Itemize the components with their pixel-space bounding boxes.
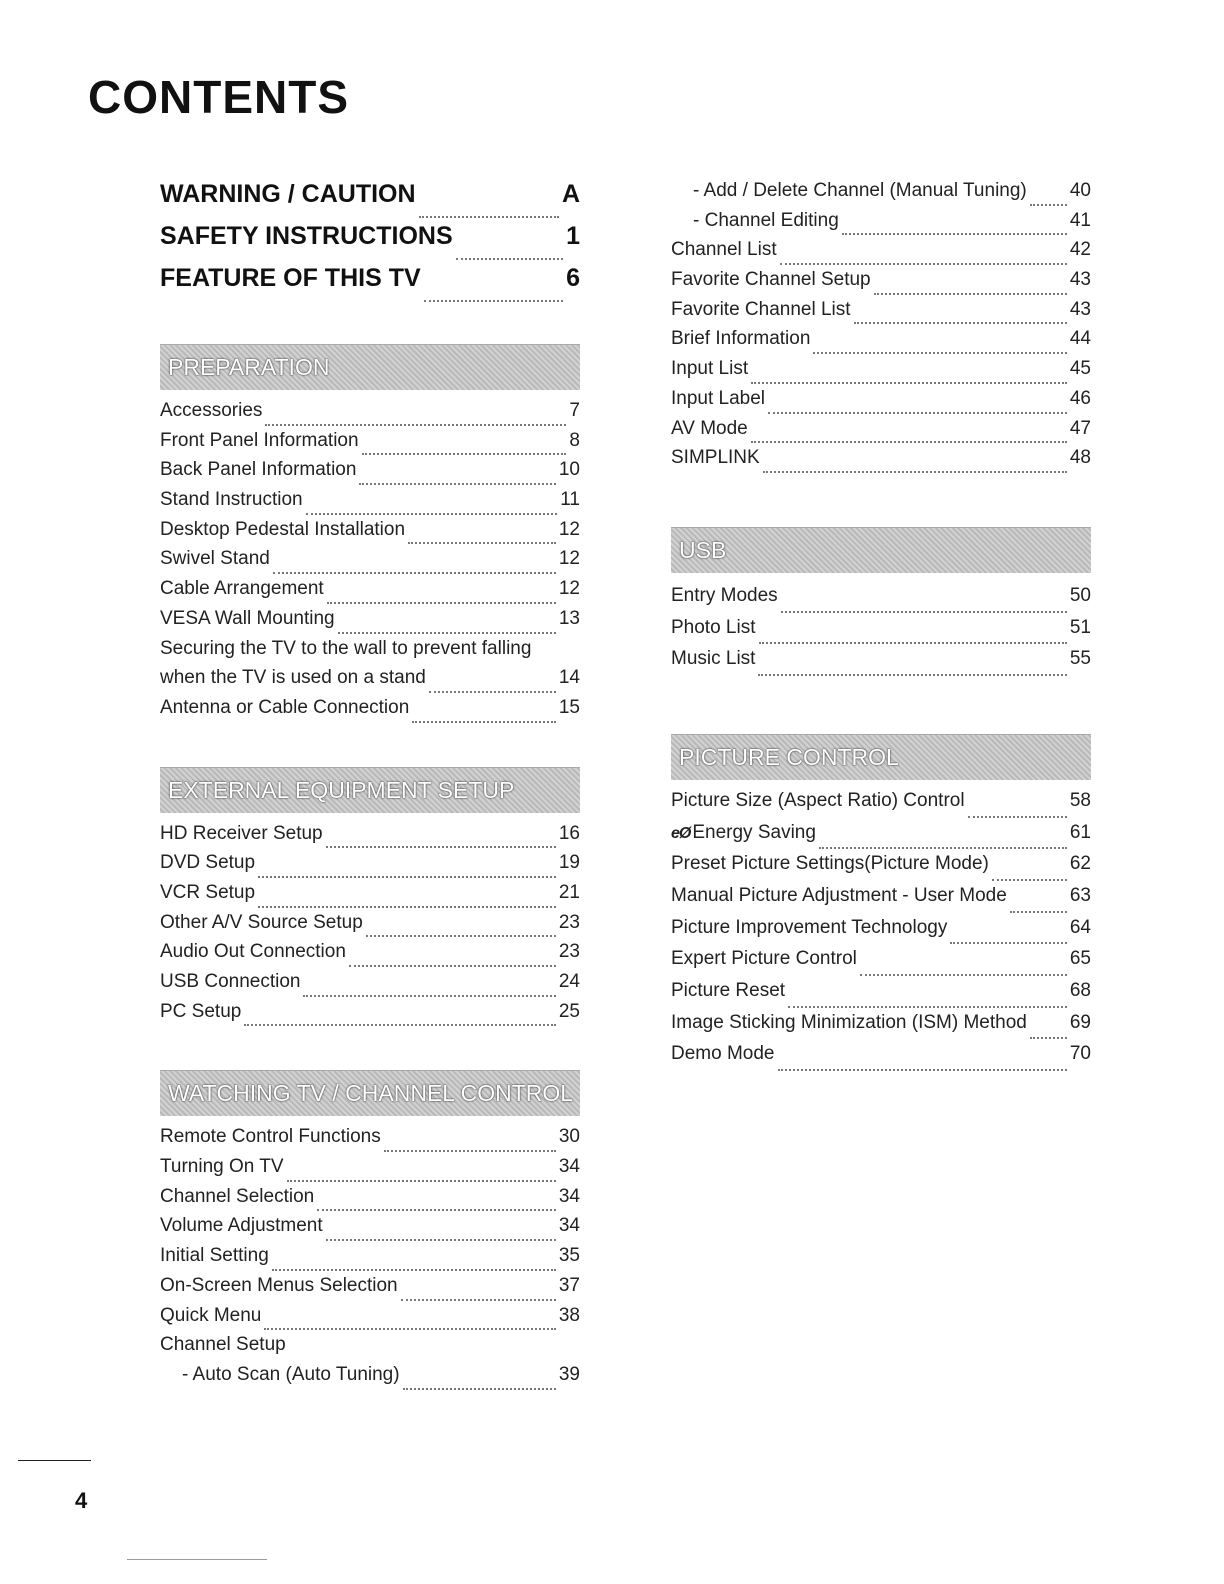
- dot-leader: [854, 322, 1067, 324]
- entry-page: 62: [1069, 853, 1091, 875]
- dot-leader: [768, 412, 1067, 414]
- top-entries: [160, 180, 580, 306]
- dot-leader: [1030, 204, 1067, 206]
- entry-page: 25: [558, 1000, 580, 1022]
- entry-label: WARNING / CAUTION: [160, 180, 416, 208]
- entry-label: Expert Picture Control: [671, 948, 857, 970]
- toc-entry[interactable]: [160, 430, 580, 460]
- dot-leader: [813, 352, 1066, 354]
- entry-page: 69: [1069, 1011, 1091, 1033]
- toc-entry[interactable]: [160, 519, 580, 549]
- entry-page: 40: [1069, 180, 1091, 201]
- toc-entry[interactable]: [160, 697, 580, 727]
- entry-label: Music List: [671, 648, 756, 670]
- entry-page: 43: [1069, 269, 1091, 291]
- toc-entry[interactable]: [160, 548, 580, 578]
- entry-label: Picture Reset: [671, 980, 786, 1002]
- toc-entry[interactable]: [671, 358, 1091, 388]
- toc-entry[interactable]: [671, 388, 1091, 418]
- section-list-preparation: [160, 400, 580, 727]
- entry-label: Preset Picture Settings(Picture Mode): [671, 853, 989, 875]
- dot-leader: [258, 876, 556, 878]
- dot-leader: [763, 471, 1067, 473]
- entry-page: 15: [558, 696, 580, 718]
- entry-label: Cable Arrangement: [160, 578, 324, 600]
- entry-label: Securing the TV to the wall to prevent falling: [160, 637, 532, 659]
- dot-leader: [303, 995, 555, 997]
- toc-entry[interactable]: [671, 585, 1091, 617]
- entry-page: 43: [1069, 298, 1091, 320]
- dot-leader: [456, 258, 563, 260]
- toc-entry[interactable]: [160, 608, 580, 638]
- eco-energy-icon: eØ: [671, 824, 691, 842]
- toc-entry[interactable]: [671, 210, 1091, 240]
- dot-leader: [273, 572, 556, 574]
- entry-page: A: [561, 180, 580, 208]
- entry-label: Entry Modes: [671, 584, 778, 606]
- toc-entry[interactable]: [671, 269, 1091, 299]
- entry-page: 68: [1069, 980, 1091, 1002]
- toc-entry[interactable]: [160, 912, 580, 942]
- dot-leader: [788, 1006, 1067, 1008]
- section-title: USB: [679, 536, 727, 563]
- entry-page: 14: [558, 667, 580, 689]
- toc-entry[interactable]: [160, 400, 580, 430]
- toc-entry[interactable]: [671, 617, 1091, 649]
- toc-entry[interactable]: [160, 852, 580, 882]
- entry-label: SIMPLINK: [671, 447, 760, 469]
- entry-page: 44: [1069, 328, 1091, 350]
- dot-leader: [306, 513, 558, 515]
- dot-leader: [408, 542, 556, 544]
- section-list-external: [160, 823, 580, 1031]
- entry-page: 34: [558, 1185, 580, 1207]
- entry-page: 38: [558, 1304, 580, 1326]
- dot-leader: [401, 1299, 556, 1301]
- entry-page: 16: [558, 822, 580, 844]
- entry-page: 61: [1069, 821, 1091, 843]
- entry-label: Photo List: [671, 616, 756, 638]
- entry-label: DVD Setup: [160, 852, 256, 874]
- dot-leader: [751, 441, 1067, 443]
- entry-page: 65: [1069, 948, 1091, 970]
- section-header-usb: [671, 527, 1091, 573]
- dot-leader: [403, 1388, 556, 1390]
- dot-leader: [338, 632, 556, 634]
- dot-leader: [758, 674, 1066, 676]
- dot-leader: [874, 293, 1067, 295]
- toc-entry[interactable]: [671, 980, 1091, 1012]
- entry-label: On-Screen Menus Selection: [160, 1274, 398, 1296]
- section-header-watching: [160, 1070, 580, 1116]
- entry-label: VESA Wall Mounting: [160, 607, 335, 629]
- dot-leader: [317, 1209, 556, 1211]
- toc-entry[interactable]: [671, 239, 1091, 269]
- dot-leader: [842, 233, 1067, 235]
- dot-leader: [759, 642, 1067, 644]
- dot-leader: [412, 721, 556, 723]
- entry-page: 30: [558, 1126, 580, 1148]
- dot-leader: [349, 965, 556, 967]
- entry-label: AV Mode: [671, 417, 748, 439]
- dot-leader: [359, 483, 555, 485]
- entry-label: Picture Improvement Technology: [671, 916, 948, 938]
- dot-leader: [287, 1180, 556, 1182]
- toc-entry[interactable]: [160, 941, 580, 971]
- entry-page: 58: [1069, 789, 1091, 811]
- entry-page: 11: [560, 489, 580, 511]
- entry-page: 70: [1069, 1043, 1091, 1065]
- entry-page: 6: [566, 264, 580, 292]
- toc-entry[interactable]: [671, 1012, 1091, 1044]
- entry-page: 63: [1069, 885, 1091, 906]
- entry-page: 19: [558, 852, 580, 874]
- toc-entry[interactable]: [160, 1245, 580, 1275]
- entry-page: 35: [558, 1245, 580, 1267]
- section-header-preparation: [160, 344, 580, 390]
- entry-label: Volume Adjustment: [160, 1215, 323, 1237]
- toc-entry[interactable]: [160, 1215, 580, 1245]
- entry-label: Other A/V Source Setup: [160, 911, 363, 933]
- dot-leader: [265, 424, 566, 426]
- toc-entry[interactable]: [160, 180, 580, 222]
- dot-leader: [419, 216, 559, 218]
- toc-entry[interactable]: [671, 418, 1091, 448]
- bottom-divider: [127, 1559, 267, 1560]
- toc-entry[interactable]: [160, 1364, 580, 1394]
- section-title: PICTURE CONTROL: [679, 743, 899, 770]
- entry-label: Favorite Channel List: [671, 298, 851, 320]
- dot-leader: [950, 942, 1067, 944]
- entry-page: 39: [558, 1363, 580, 1385]
- toc-entry[interactable]: [671, 1043, 1091, 1075]
- entry-page: 42: [1069, 239, 1091, 261]
- entry-label: when the TV is used on a stand: [160, 667, 426, 689]
- entry-label: Audio Out Connection: [160, 941, 346, 963]
- dot-leader: [326, 846, 556, 848]
- toc-entry[interactable]: [160, 971, 580, 1001]
- toc-entry[interactable]: [160, 1156, 580, 1186]
- entry-label: Channel List: [671, 239, 777, 261]
- entry-page: 7: [569, 400, 580, 421]
- toc-entry[interactable]: [160, 578, 580, 608]
- toc-entry[interactable]: [671, 328, 1091, 358]
- entry-page: 48: [1069, 447, 1091, 469]
- entry-label: - Add / Delete Channel (Manual Tuning): [693, 180, 1027, 201]
- entry-label: FEATURE OF THIS TV: [160, 264, 421, 292]
- entry-page: 8: [569, 429, 580, 451]
- toc-entry[interactable]: [160, 1334, 580, 1364]
- dot-leader: [327, 602, 556, 604]
- section-title: WATCHING TV / CHANNEL CONTROL: [168, 1080, 574, 1107]
- dot-leader: [272, 1269, 556, 1271]
- entry-label: Desktop Pedestal Installation: [160, 518, 406, 540]
- entry-page: 10: [558, 459, 580, 481]
- entry-page: 1: [566, 222, 580, 250]
- toc-entry[interactable]: [160, 638, 580, 668]
- toc-entry[interactable]: [160, 1126, 580, 1156]
- entry-page: 41: [1069, 209, 1091, 231]
- dot-leader: [244, 1024, 556, 1026]
- toc-entry[interactable]: [160, 1275, 580, 1305]
- entry-label: PC Setup: [160, 1000, 242, 1022]
- entry-page: 12: [558, 518, 580, 540]
- dot-leader: [326, 1239, 556, 1241]
- dot-leader: [780, 263, 1067, 265]
- dot-leader: [992, 879, 1067, 881]
- dot-leader: [366, 935, 556, 937]
- entry-label: Input Label: [671, 387, 766, 409]
- dot-leader: [1010, 911, 1067, 913]
- toc-entry[interactable]: [160, 489, 580, 519]
- entry-label: Swivel Stand: [160, 548, 270, 570]
- entry-page: 23: [558, 941, 580, 963]
- toc-entry[interactable]: [160, 459, 580, 489]
- toc-entry[interactable]: [671, 885, 1091, 917]
- toc-entry[interactable]: [160, 1305, 580, 1335]
- entry-label: Turning On TV: [160, 1156, 284, 1178]
- footer-rule: [18, 1460, 91, 1461]
- toc-entry[interactable]: [671, 180, 1091, 210]
- entry-label: Accessories: [160, 400, 263, 421]
- dot-leader: [778, 1069, 1067, 1071]
- entry-label: - Channel Editing: [693, 209, 839, 231]
- section-title: EXTERNAL EQUIPMENT SETUP: [168, 776, 515, 803]
- toc-entry[interactable]: [160, 882, 580, 912]
- entry-label: Channel Selection: [160, 1185, 315, 1207]
- entry-label: Channel Setup: [160, 1334, 286, 1356]
- section-header-external: [160, 767, 580, 813]
- entry-label: Demo Mode: [671, 1043, 775, 1065]
- toc-entry[interactable]: [160, 1001, 580, 1031]
- page-number: 4: [75, 1488, 88, 1513]
- toc-entry[interactable]: [160, 264, 580, 306]
- section-list-watching: [160, 1126, 580, 1393]
- entry-label: Brief Information: [671, 328, 811, 350]
- page-title: CONTENTS: [88, 71, 349, 123]
- section-list-picture: [671, 790, 1091, 1075]
- dot-leader: [258, 906, 556, 908]
- toc-entry[interactable]: [671, 917, 1091, 949]
- toc-entry[interactable]: [671, 853, 1091, 885]
- dot-leader: [968, 816, 1067, 818]
- toc-left-column: [160, 180, 580, 1394]
- toc-entry[interactable]: [160, 823, 580, 853]
- toc-entry[interactable]: [671, 648, 1091, 680]
- dot-leader: [424, 300, 563, 302]
- entry-page: 55: [1069, 648, 1091, 670]
- entry-page: 23: [558, 911, 580, 933]
- dot-leader: [264, 1328, 555, 1330]
- entry-label: Energy Saving: [692, 821, 816, 843]
- entry-label: SAFETY INSTRUCTIONS: [160, 222, 453, 250]
- toc-entry[interactable]: [160, 667, 580, 697]
- entry-page: 34: [558, 1156, 580, 1178]
- entry-label: USB Connection: [160, 971, 301, 992]
- section-list-usb: [671, 585, 1091, 680]
- entry-label: Quick Menu: [160, 1304, 262, 1326]
- dot-leader: [819, 847, 1067, 849]
- entry-label: Favorite Channel Setup: [671, 269, 871, 291]
- entry-page: 13: [558, 607, 580, 629]
- toc-entry[interactable]: [671, 299, 1091, 329]
- toc-entry[interactable]: [160, 222, 580, 264]
- section-list-channel-continued: [671, 180, 1091, 477]
- entry-label: Manual Picture Adjustment - User Mode: [671, 885, 1007, 906]
- entry-label: Input List: [671, 358, 749, 380]
- toc-entry[interactable]: [671, 790, 1091, 822]
- entry-page: 51: [1069, 616, 1091, 638]
- entry-label: Front Panel Information: [160, 429, 359, 451]
- entry-page: 50: [1069, 584, 1091, 606]
- entry-label: Stand Instruction: [160, 489, 303, 511]
- toc-entry[interactable]: [671, 948, 1091, 980]
- dot-leader: [362, 453, 567, 455]
- entry-label: VCR Setup: [160, 881, 256, 903]
- entry-page: 12: [558, 548, 580, 570]
- entry-page: 45: [1069, 358, 1091, 380]
- dot-leader: [429, 691, 556, 693]
- entry-label: - Auto Scan (Auto Tuning): [182, 1363, 400, 1385]
- entry-page: 12: [558, 578, 580, 600]
- entry-page: 24: [558, 971, 580, 992]
- entry-page: 37: [558, 1274, 580, 1296]
- entry-page: 34: [558, 1215, 580, 1237]
- toc-entry[interactable]: [160, 1186, 580, 1216]
- dot-leader: [860, 974, 1067, 976]
- toc-entry[interactable]: [671, 822, 1091, 854]
- section-title: PREPARATION: [168, 354, 330, 380]
- entry-label: Back Panel Information: [160, 459, 357, 481]
- entry-label: HD Receiver Setup: [160, 822, 323, 844]
- entry-label: Antenna or Cable Connection: [160, 696, 410, 718]
- section-header-picture: [671, 734, 1091, 780]
- dot-leader: [384, 1150, 556, 1152]
- dot-leader: [1030, 1037, 1067, 1039]
- entry-label: Initial Setting: [160, 1245, 269, 1267]
- dot-leader: [751, 382, 1067, 384]
- toc-right-column: [671, 180, 1091, 1075]
- entry-label: Picture Size (Aspect Ratio) Control: [671, 789, 965, 811]
- entry-page: 47: [1069, 417, 1091, 439]
- toc-entry[interactable]: [671, 447, 1091, 477]
- entry-label: Remote Control Functions: [160, 1126, 381, 1148]
- entry-label: Image Sticking Minimization (ISM) Method: [671, 1011, 1027, 1033]
- dot-leader: [781, 611, 1067, 613]
- entry-page: 64: [1069, 916, 1091, 938]
- entry-page: 21: [558, 881, 580, 903]
- entry-page: 46: [1069, 387, 1091, 409]
